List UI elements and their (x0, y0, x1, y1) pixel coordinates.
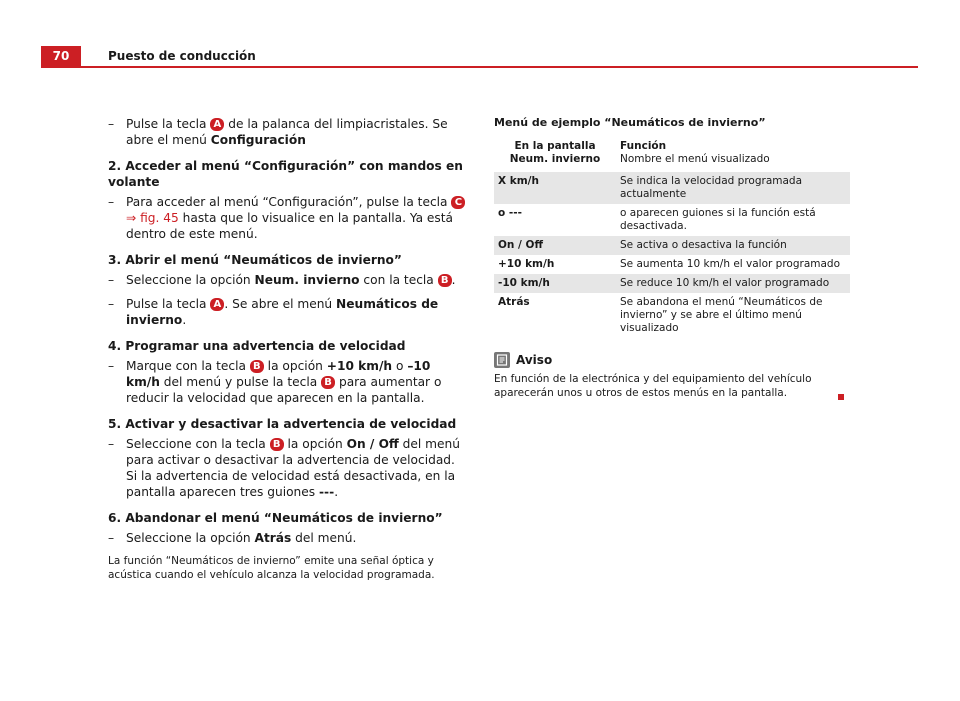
dash-marker: – (108, 437, 115, 451)
dash-marker: – (108, 273, 115, 287)
page-number: 70 (41, 46, 81, 66)
left-column (108, 116, 468, 582)
step-1: – Pulse la tecla A de la palanca del limpiacristales. Se abre el menú Configuración (108, 117, 448, 147)
end-of-section-marker (838, 394, 844, 400)
dash-marker: – (108, 531, 115, 545)
cell-function: Se aumenta 10 km/h el valor programado (620, 258, 841, 270)
section-heading-3: 3. Abrir el menú “Neumáticos de invierno” (108, 253, 402, 267)
notice-title: Aviso (516, 353, 553, 367)
table-row (494, 274, 850, 293)
table-row (494, 204, 850, 236)
section-heading-2: 2. Acceder al menú “Configuración” con mandos en volante (108, 159, 463, 189)
step-3a: – Seleccione la opción Neum. invierno con la tecla B . (108, 273, 456, 287)
key-c-badge: C (451, 196, 465, 209)
cell-screen: -10 km/h (494, 274, 616, 293)
notice-box (494, 352, 850, 400)
col-header-screen: En la pantalla Neum. invierno (509, 140, 601, 165)
table-row (494, 255, 850, 274)
key-b-badge: B (438, 274, 452, 287)
step-5: – Seleccione con la tecla B la opción On / Off del menú para activar o desactivar la advertencia de velocidad. Si la advertencia de velocidad está desactivada, en la pantalla aparecen tres guiones ---. (108, 437, 460, 499)
cell-function: Se abandona el menú “Neumáticos de invierno” y se abre el último menú visualizado (620, 296, 823, 334)
section-heading-4: 4. Programar una advertencia de velocidad (108, 339, 406, 353)
step-3b: – Pulse la tecla A . Se abre el menú Neumáticos de invierno. (108, 297, 439, 327)
section-heading-6: 6. Abandonar el menú “Neumáticos de invierno” (108, 511, 443, 525)
table-row (494, 172, 850, 204)
table-header-row (494, 137, 850, 172)
cell-screen: On / Off (494, 236, 616, 255)
figure-link[interactable]: ⇒ fig. 45 (126, 211, 179, 225)
step-6: – Seleccione la opción Atrás del menú. (108, 531, 357, 545)
cell-screen: X km/h (494, 172, 616, 204)
header-rule (41, 66, 918, 68)
notice-text: En función de la electrónica y del equipamiento del vehículo aparecerán unos u otros de estos menús en la pantalla. (494, 373, 812, 399)
table-row (494, 236, 850, 255)
cell-function: Se activa o desactiva la función (616, 236, 850, 255)
menu-table (494, 137, 850, 338)
info-notice-icon (494, 352, 510, 368)
key-b-badge: B (250, 360, 264, 373)
cell-function: Se reduce 10 km/h el valor programado (616, 274, 850, 293)
dash-marker: – (108, 195, 115, 209)
key-a-badge: A (210, 118, 224, 131)
dash-marker: – (108, 297, 115, 311)
col-header-function: Función Nombre el menú visualizado (620, 140, 770, 165)
right-column (494, 116, 850, 400)
cell-screen: +10 km/h (498, 258, 555, 270)
cell-screen: Atrás (498, 296, 530, 308)
table-title: Menú de ejemplo “Neumáticos de invierno” (494, 116, 766, 129)
dash-marker: – (108, 359, 115, 373)
key-b-badge: B (321, 376, 335, 389)
cell-screen: o --- (498, 207, 522, 219)
key-a-badge: A (210, 298, 224, 311)
cell-function: o aparecen guiones si la función está desactivada. (620, 207, 816, 232)
key-b-badge: B (270, 438, 284, 451)
table-row (494, 293, 850, 338)
cell-function: Se indica la velocidad programada actualmente (616, 172, 850, 204)
footnote: La función “Neumáticos de invierno” emite una señal óptica y acústica cuando el vehículo alcanza la velocidad programada. (108, 555, 435, 581)
page-header-title: Puesto de conducción (108, 49, 256, 63)
step-4: – Marque con la tecla B la opción +10 km/h o –10 km/h del menú y pulse la tecla B para aumentar o reducir la velocidad que aparecen en la pantalla. (108, 359, 442, 405)
section-heading-5: 5. Activar y desactivar la advertencia de velocidad (108, 417, 457, 431)
dash-marker: – (108, 117, 115, 131)
step-2: – Para acceder al menú “Configuración”, pulse la tecla C ⇒ fig. 45 hasta que lo visualice en la pantalla. Ya está dentro de este menú. (108, 194, 468, 242)
